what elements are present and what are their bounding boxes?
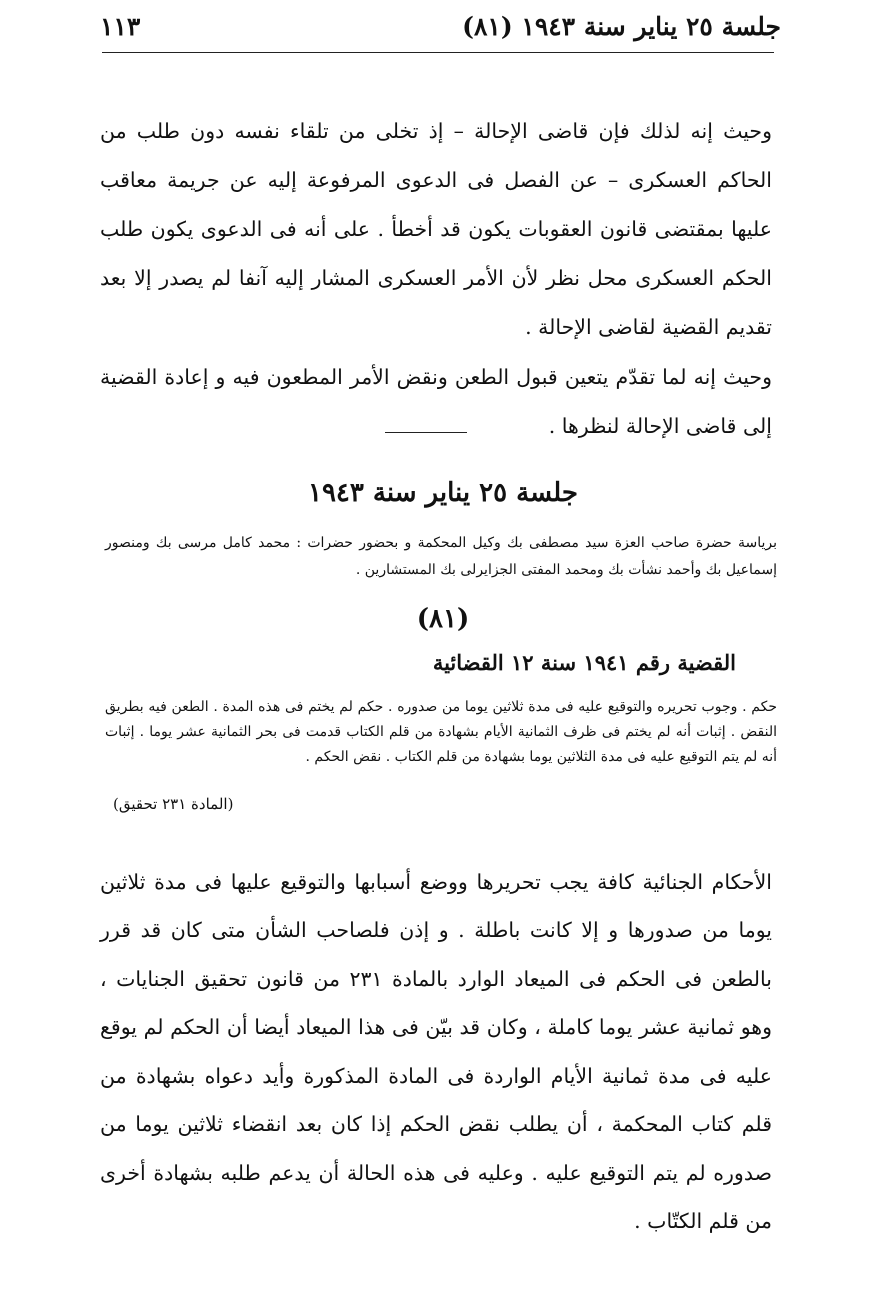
headnote: حكم . وجوب تحريره والتوقيع عليه فى مدة ثلاثين يوما من صدوره . حكم لم يختم فى هذه المدة . الطعن فيه بطريق النقض . إثبات أنه لم يختم فى ظرف الثمانية الأيام بشهادة من قلم الكتاب قدمت فى بحر الثمانية عشر يوما . إثبات أنه لم يتم التوقيع عليه فى مدة الثلاثين يوما بشهادة من قلم الكتاب . نقض الحكم .	[105, 699, 777, 765]
paragraph-principle: الأحكام الجنائية كافة يجب تحريرها ووضع أسبابها والتوقيع عليها فى مدة ثلاثين يوما من صدورها و إلا كانت باطلة . و إذن فلصاحب الشأن متى كان قد قرر بالطعن فى الحكم فى الميعاد الوارد بالمادة ٢٣١ من قانون تحقيق الجنايات ، وهو ثمانية عشر يوما كاملة ، وكان قد بيّن فى هذا الميعاد أيضا أن الحكم لم يوقع عليه فى مدة ثمانية الأيام الواردة فى المادة المذكورة وأيد دعواه بشهادة من قلم كتاب المحكمة ، أن يطلب نقض الحكم إذا كان بعد انقضاء ثلاثين يوما من صدوره لم يتم التوقيع عليه . وعليه فى هذه الحالة أن يدعم طلبه بشهادة أخرى من قلم الكتّاب .	[100, 869, 772, 1233]
judgment-number: (٨١)	[416, 604, 470, 634]
running-header	[100, 8, 786, 52]
presidency-line: برياسة حضرة صاحب العزة سيد مصطفى بك وكيل المحكمة و بحضور حضرات : محمد كامل مرسى بك ومنصور إسماعيل بك وأحمد نشأت بك ومحمد المفتى الجزايرلى بك المستشارين .	[105, 535, 777, 578]
session-title: جلسة ٢٥ يناير سنة ١٩٤٣	[308, 478, 578, 508]
headnote-reference: (المادة ٢٣١ تحقيق)	[113, 795, 234, 813]
section-divider	[385, 432, 467, 433]
paragraph-reasoning: وحيث إنه لذلك فإن قاضى الإحالة – إذ تخلى من تلقاء نفسه دون طلب من الحاكم العسكرى – عن الفصل فى الدعوى المرفوعة إليه عن جريمة معاقب عليها بمقتضى قانون العقوبات يكون قد أخطأ . على أنه فى الدعوى يكون طلب الحكم العسكرى محل نظر لأن الأمر العسكرى المشار إليه آنفا لم يصدر إلا بعد تقديم القضية لقاضى الإحالة .	[100, 118, 772, 339]
page-number: ١١٣	[100, 12, 141, 41]
header-rule	[102, 52, 774, 53]
case-number: القضية رقم ١٩٤١ سنة ١٢ القضائية	[432, 650, 736, 675]
paragraph-conclusion: وحيث إنه لما تقدّم يتعين قبول الطعن ونقض الأمر المطعون فيه و إعادة القضية إلى قاضى الإحالة لنظرها .	[100, 364, 772, 438]
running-title: جلسة ٢٥ يناير سنة ١٩٤٣ (٨١)	[462, 12, 781, 41]
